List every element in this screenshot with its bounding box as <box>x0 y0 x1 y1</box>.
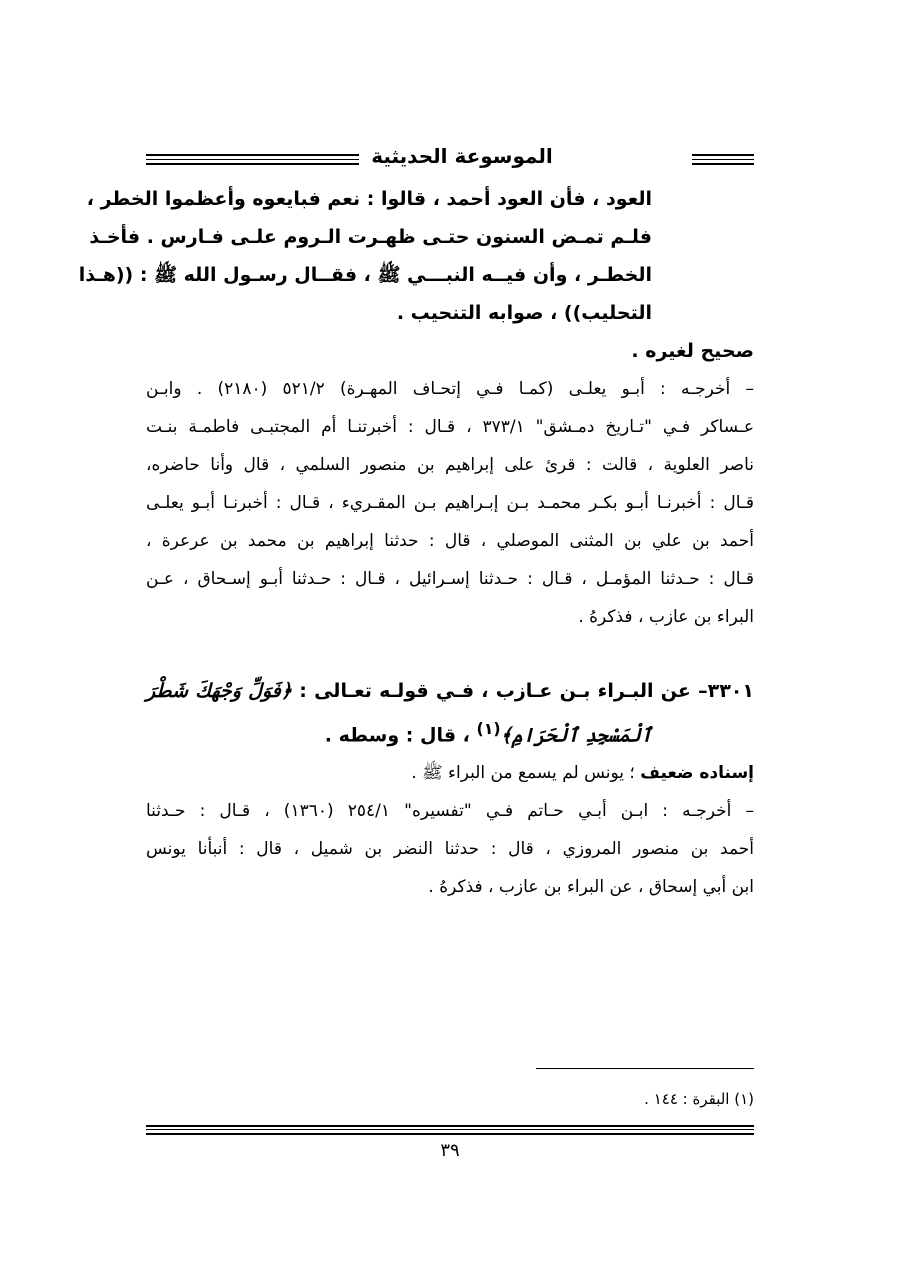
footer-rule <box>146 1133 754 1135</box>
hadith-grade <box>146 754 754 792</box>
text-line: العود ، فأن العود أحمد ، قالوا : نعم فبايعوه وأعظموا الخطر ، <box>86 188 652 210</box>
page-number: ٣٩ <box>440 1140 460 1161</box>
hadith-tail: ، قال : وسطه . <box>324 724 470 747</box>
hadith-number-text: ٣٣٠١– عن البـراء بـن عـازب ، فـي قولـه تعـالى : <box>299 680 754 702</box>
text-line: – أخرجـه : ابـن أبـي حـاتم فـي "تفسيره" ٢٥٤/١ (١٣٦٠) ، قـال : حـدثنا <box>146 801 754 822</box>
hadith-heading-cont <box>146 710 754 754</box>
text-line: – أخرجـه : أبـو يعلـى (كمـا فـي إتحـاف المهـرة) ٥٢١/٢ (٢١٨٠) . وابـن <box>146 379 754 399</box>
page <box>78 140 754 1161</box>
quran-verse: ٱلْمَسْجِدِ ٱلْحَرَامِ﴾ <box>500 724 652 747</box>
body-text <box>78 180 754 906</box>
text-line: البراء بن عازب ، فذكرهُ . <box>578 607 754 627</box>
text-line: عـساكر فـي "تـاريخ دمـشق" ٣٧٣/١ ، قـال : أخبرتنـا أم المجتبـى فاطمـة بنـت <box>146 417 754 437</box>
footer-rule <box>146 1125 754 1127</box>
text-line: أحمد بن علي بن المثنى الموصلي ، قال : حدثنا إبراهيم بن محمد بن عرعرة ، <box>146 531 754 551</box>
quran-verse: ﴿فَوَلِّ وَجْهَكَ شَطْرَ <box>146 680 292 702</box>
footnote: (١) البقرة : ١٤٤ . <box>644 1090 754 1108</box>
footnote-marker[interactable]: (١) <box>476 719 501 738</box>
text-line: أحمد بن منصور المروزي ، قال : حدثنا النضر بن شميل ، قال : أنبأنا يونس <box>146 839 754 860</box>
page-header <box>146 140 754 176</box>
footnote-separator <box>536 1068 754 1069</box>
grade-reason: ؛ يونس لم يسمع من البراء ﷺ . <box>411 763 635 784</box>
text-line: ناصر العلوية ، قالت : قرئ على إبراهيم بن منصور السلمي ، قال وأنا حاضره، <box>146 455 754 475</box>
text-line: فلـم تمـض السنون حتـى ظهـرت الـروم علـى فـارس . فأخـذ <box>89 226 652 248</box>
hadith-grade: صحيح لغيره . <box>631 340 754 362</box>
text-line: قـال : أخبرنـا أبـو بكـر محمـد بـن إبـراهيم بـن المقـريء ، قـال : أخبرنـا أبـو يعلـى <box>146 493 754 513</box>
hadith-heading <box>146 672 754 710</box>
book-title-text: الموسوعة الحديثية <box>359 144 565 168</box>
text-line: التحليب)) ، صوابه التنحيب . <box>396 302 652 324</box>
spacer <box>146 636 754 672</box>
text-line: قـال : حـدثنا المؤمـل ، قـال : حـدثنا إسـرائيل ، قـال : حـدثنا أبـو إسـحاق ، عـن <box>146 569 754 589</box>
text-line: الخطـر ، وأن فيــه النبـــي ﷺ ، فقــال رسـول الله ﷺ : ((هـذا <box>78 264 652 286</box>
text-line: ابن أبي إسحاق ، عن البراء بن عازب ، فذكرهُ . <box>428 877 754 898</box>
book-title <box>146 142 754 170</box>
grade-label: إسناده ضعيف <box>640 763 754 784</box>
footer-rule <box>146 1129 754 1130</box>
